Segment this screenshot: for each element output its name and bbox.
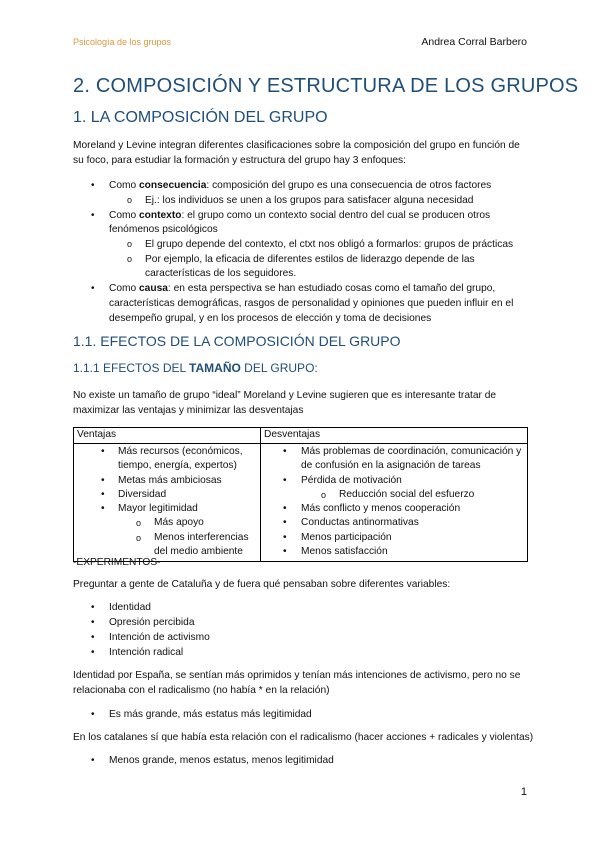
size-paragraph-line-2: maximizar las ventajas y minimizar las desventajas [73,405,304,416]
variable-item: Intención de activismo [109,632,210,643]
sub-bullet-contexto-2-line-2: características de los seguidores. [145,268,297,279]
intro-line-2: su foco, para estudiar la formación y estructura del grupo hay 3 enfoques: [73,155,406,166]
sub-bullet-circle-icon: o [136,518,142,528]
bullet-contexto: Como contexto: el grupo como un contexto social dentro del cual se producen otros [109,210,491,221]
ventaja-interferencias: Menos interferencias [154,532,249,543]
bullet-dot-icon: • [91,283,95,294]
variable-item: Opresión percibida [109,617,195,628]
ventaja-diversidad: Diversidad [118,489,167,500]
desventajas-cell [261,444,528,562]
sub-bullet-circle-icon: o [136,533,142,543]
catalanes-paragraph: En los catalanes sí que había esta relación con el radicalismo (hacer acciones + radicales y violentas) [73,732,534,743]
bullet-dot-icon: • [283,503,287,514]
sub-bullet-contexto-1: El grupo depende del contexto, el ctxt nos obligó a formarlos: grupos de prácticas [145,239,514,250]
bullet-causa-line-3: desempeño grupal, y en los procesos de elección y toma de decisiones [109,313,432,324]
bullet-dot-icon: • [283,475,287,486]
bullet-dot-icon: • [91,632,95,643]
desventaja-coordinacion-line-2: de confusión en la asignación de tareas [301,460,481,471]
bullet-dot-icon: • [283,546,287,557]
bullet-contexto-line-2: fenómenos psicológicos [109,224,218,235]
experiments-label: -EXPERIMENTOS- [73,557,161,568]
sub-bullet-contexto-2: Por ejemplo, la eficacia de diferentes estilos de liderazgo depende de las [145,254,475,265]
bullet-menos-grande: Menos grande, menos estatus, menos legitimidad [109,755,334,766]
subsection-heading-1-1-1: 1.1.1 EFECTOS DEL TAMAÑO DEL GRUPO: [73,361,318,375]
bullet-dot-icon: • [91,617,95,628]
experiments-question: Preguntar a gente de Cataluña y de fuera qué pensaban sobre diferentes variables: [73,579,451,590]
bullet-mas-grande: Es más grande, más estatus más legitimidad [109,709,312,720]
ventaja-recursos: Más recursos (económicos, [118,446,243,457]
desventaja-coordinacion: Más problemas de coordinación, comunicación y [301,446,522,457]
variable-item: Identidad [109,602,151,613]
sub-bullet-circle-icon: o [127,239,133,249]
bullet-dot-icon: • [91,755,95,766]
desventaja-motivacion: Pérdida de motivación [301,475,402,486]
desventaja-antinormativas: Conductas antinormativas [301,517,419,528]
bullet-dot-icon: • [283,446,287,457]
size-paragraph-line-1: No existe un tamaño de grupo “ideal” Moreland y Levine sugieren que es interesante tratar de [73,390,497,401]
bullet-dot-icon: • [91,210,95,221]
bullet-dot-icon: • [91,709,95,720]
sub-bullet-consecuencia: Ej.: los individuos se unen a los grupos para satisfacer alguna necesidad [145,195,474,206]
bullet-dot-icon: • [101,489,105,500]
desventaja-reduccion: Reducción social del esfuerzo [339,489,475,500]
bullet-dot-icon: • [101,503,105,514]
sub-bullet-circle-icon: o [127,254,133,264]
bullet-dot-icon: • [283,517,287,528]
bullet-dot-icon: • [91,180,95,191]
desventaja-participacion: Menos participación [301,532,392,543]
section-heading-1-1: 1.1. EFECTOS DE LA COMPOSICIÓN DEL GRUPO [73,333,401,349]
ventaja-recursos-line-2: tiempo, energía, expertos) [118,460,237,471]
ventaja-interferencias-line-2: del medio ambiente [154,546,243,557]
variable-item: Intención radical [109,647,184,658]
bullet-dot-icon: • [91,647,95,658]
ventaja-legitimidad: Mayor legitimidad [118,503,198,514]
desventaja-satisfaccion: Menos satisfacción [301,546,388,557]
sub-bullet-circle-icon: o [321,490,327,500]
ventaja-metas: Metas más ambiciosas [118,475,222,486]
table-header-ventajas: Ventajas [74,428,261,444]
ventaja-apoyo: Más apoyo [154,517,204,528]
advantages-table [73,427,528,562]
header-left: Psicología de los grupos [73,37,172,47]
bullet-causa: Como causa: en esta perspectiva se han estudiado cosas como el tamaño del grupo, [109,283,496,294]
identity-paragraph-line-2: relacionaba con el radicalismo (no había * en la relación) [73,685,330,696]
ventajas-cell [74,444,261,562]
bullet-dot-icon: • [91,602,95,613]
desventaja-conflicto: Más conflicto y menos cooperación [301,503,461,514]
bullet-dot-icon: • [283,532,287,543]
bullet-dot-icon: • [101,446,105,457]
page-title: 2. COMPOSICIÓN Y ESTRUCTURA DE LOS GRUPOS [73,75,579,97]
intro-line-1: Moreland y Levine integran diferentes clasificaciones sobre la composición del grupo en función de [73,140,520,151]
header-right: Andrea Corral Barbero [421,36,527,48]
identity-paragraph-line-1: Identidad por España, se sentían más oprimidos y tenían más intenciones de activismo, pero no se [73,670,521,681]
sub-bullet-circle-icon: o [127,195,133,205]
section-heading-1: 1. LA COMPOSICIÓN DEL GRUPO [73,109,328,126]
table-header-desventajas: Desventajas [261,428,528,444]
page-number: 1 [520,786,527,798]
bullet-dot-icon: • [101,475,105,486]
bullet-consecuencia: Como consecuencia: composición del grupo es una consecuencia de otros factores [109,180,492,191]
bullet-causa-line-2: características demográficas, rasgos de personalidad y opiniones que pueden influir en el [109,298,514,309]
